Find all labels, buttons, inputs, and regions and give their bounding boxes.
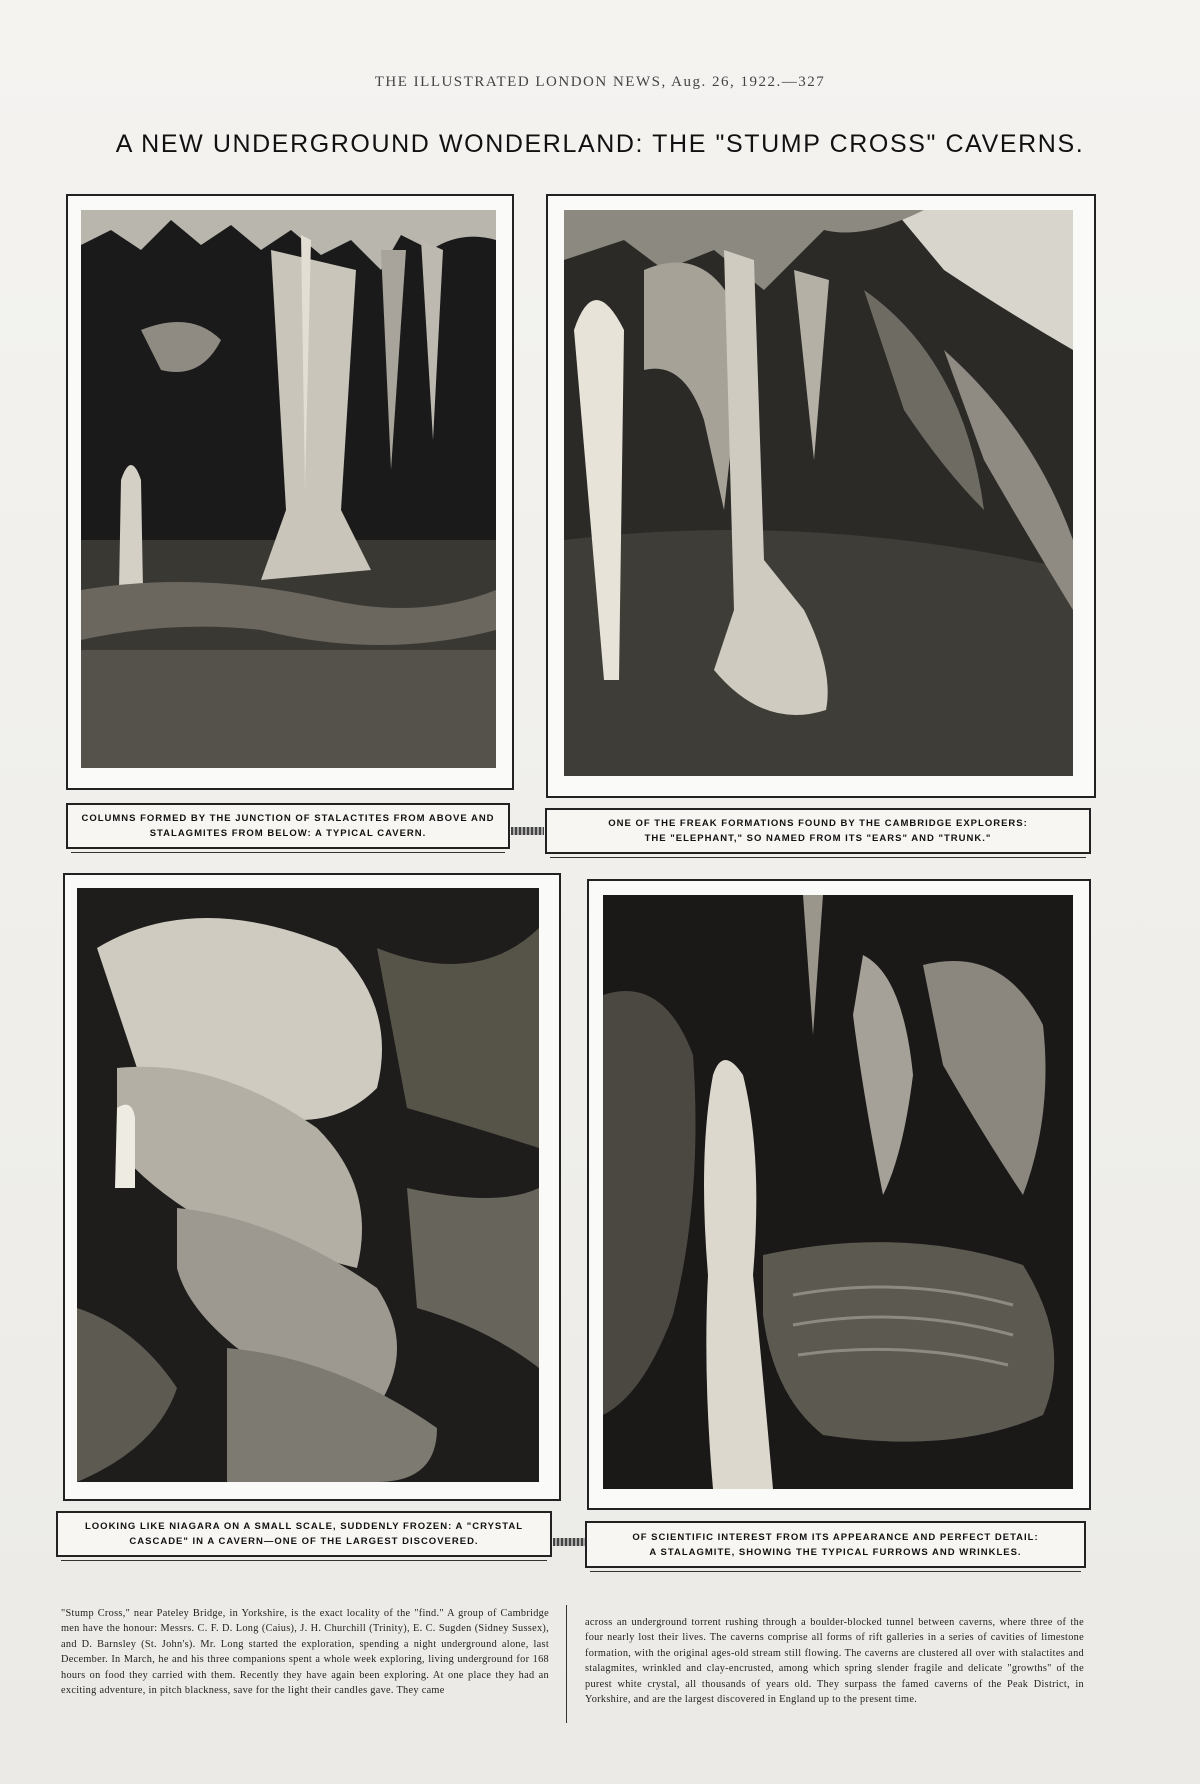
photo-columns-cavern xyxy=(81,210,496,768)
caption-connector-bottom xyxy=(553,1538,585,1546)
running-head: THE ILLUSTRATED LONDON NEWS, Aug. 26, 1922.—327 xyxy=(374,74,826,90)
caption-3-line-2: CASCADE" IN A CAVERN—ONE OF THE LARGEST DISCOVERED. xyxy=(129,1536,479,1547)
caption-2-line-1: ONE OF THE FREAK FORMATIONS FOUND BY THE CAMBRIDGE EXPLORERS: xyxy=(608,818,1028,829)
caption-4-line-2: A STALAGMITE, SHOWING THE TYPICAL FURROWS AND WRINKLES. xyxy=(649,1546,1022,1558)
caption-2-line-2: THE "ELEPHANT," SO NAMED FROM ITS "EARS" AND "TRUNK." xyxy=(644,833,992,844)
caption-4 xyxy=(585,1521,1086,1568)
caption-2 xyxy=(545,808,1091,854)
caption-connector-top xyxy=(511,827,544,835)
column-rule xyxy=(566,1605,567,1723)
photo-stalagmite xyxy=(603,895,1073,1489)
caption-4-line-1: OF SCIENTIFIC INTEREST FROM ITS APPEARANCE AND PERFECT DETAIL: xyxy=(632,1531,1039,1543)
page-title: A NEW UNDERGROUND WONDERLAND: THE "STUMP CROSS" CAVERNS. xyxy=(115,130,1085,158)
caption-1-line-2: STALAGMITES FROM BELOW: A TYPICAL CAVERN. xyxy=(149,828,427,839)
photo-elephant-formation xyxy=(564,210,1073,776)
article-text-right: across an underground torrent rushing through a boulder-blocked tunnel between caverns, where three of the four nearly lost their lives. The caverns comprise all forms of rift galleries in a series of cavities of limestone formation, with the original ages-old stream still flowing. The caverns are clustered all over with stalactites and stalagmites, wrinkled and clay-encrusted, among which spring slender fragile and delicate "growths" of the purest white crystal, all thousands of years old. They surpass the famed caverns of the Peak District, in Yorkshire, and are the largest discovered in England up to the present time. xyxy=(585,1617,1084,1706)
photo-crystal-cascade xyxy=(77,888,539,1482)
article-text-left: "Stump Cross," near Pateley Bridge, in Yorkshire, is the exact locality of the "find." A group of Cambridge men have the honour: Messrs. C. F. D. Long (Caius), J. H. Churchill (Trinity), E. C. Sugden (Sidney Sussex), and D. Barnsley (St. John's). Mr. Long started the exploration, spending a night underground alone, last December. In March, he and his three companions spent a whole week exploring, living underground for 168 hours on food they carried with them. Recently they have again been exploring. At one place they had an exciting adventure, in pitch blackness, save for the light their candles gave. They came xyxy=(61,1608,549,1697)
caption-3 xyxy=(56,1511,552,1557)
caption-3-line-1: LOOKING LIKE NIAGARA ON A SMALL SCALE, SUDDENLY FROZEN: A "CRYSTAL xyxy=(84,1521,524,1532)
caption-1-line-1: COLUMNS FORMED BY THE JUNCTION OF STALACTITES FROM ABOVE AND xyxy=(81,813,495,824)
caption-1 xyxy=(66,803,510,849)
